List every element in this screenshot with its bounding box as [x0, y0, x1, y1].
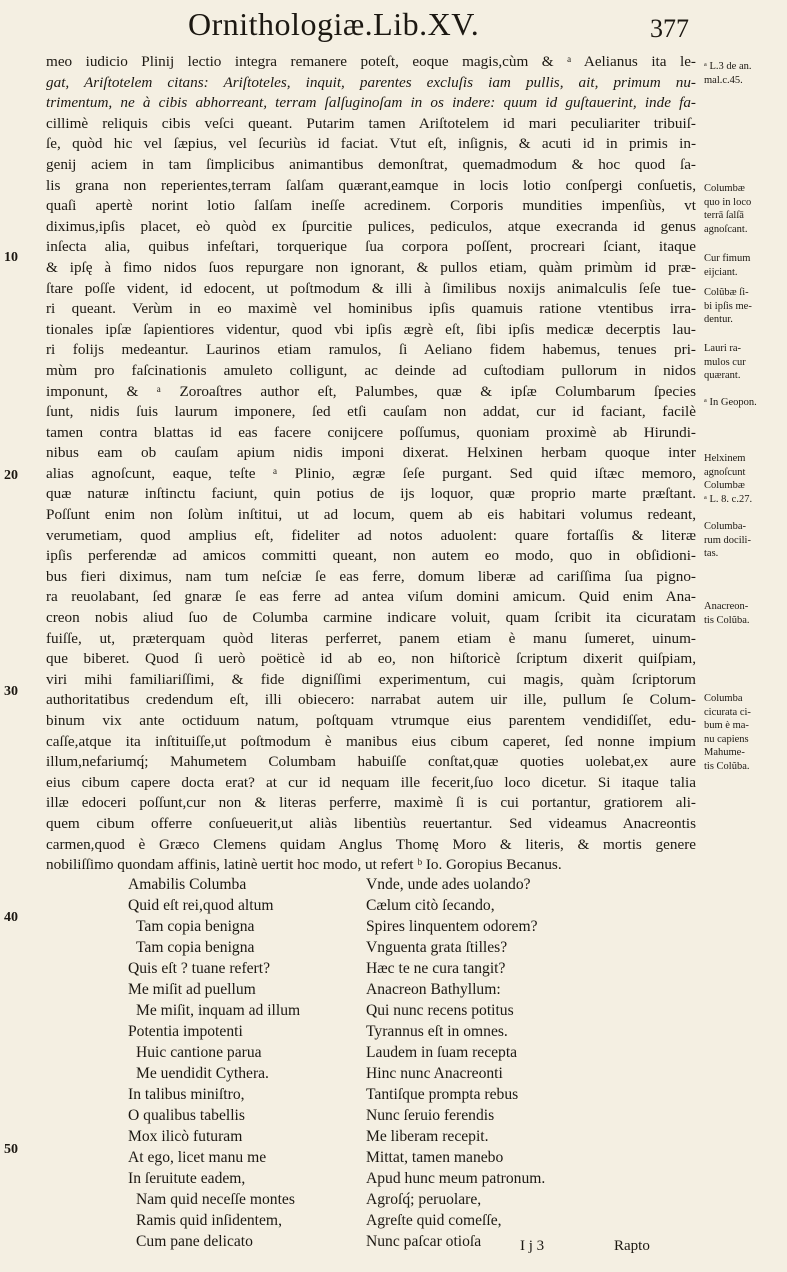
margin-note-line: Cur fimum: [704, 253, 751, 264]
text-line: ipſis perferendæ ad amicos committi queant, non autem eo modo, quo in obſidioni-: [46, 547, 696, 565]
verse-line: In ſeruitute eadem,: [128, 1170, 246, 1187]
margin-note: [704, 692, 751, 773]
line-number: 30: [4, 684, 18, 699]
margin-note: [704, 600, 750, 627]
text-line: inſecta alia, quibus infeſtari, torquerique ſua corpora poſſent, procreari ſciant, itaque: [46, 238, 696, 256]
margin-note-line: Mahume-: [704, 747, 745, 758]
margin-note-line: Columbæ: [704, 480, 745, 491]
page-number: 377: [650, 14, 689, 43]
verse-line: Nunc ſeruio ferendis: [366, 1107, 495, 1124]
margin-note-line: Columba: [704, 693, 743, 704]
text-line: quem cibum offerre conſueuerit,ut aliàs libentiùs reuertantur. Sed videamus Anacreontis: [46, 814, 696, 832]
text-line: quaſi apertè norint lotio ſalſam ineſſe acredinem. Corporis mundities impenſiùs, vt: [46, 197, 696, 215]
line-number: 10: [4, 250, 18, 265]
catchword: Rapto: [614, 1238, 650, 1254]
verse-line: Agreſte quid comeſſe,: [366, 1212, 502, 1229]
text-line: cillimè reliquis cibis veſci queant. Putarim tamen Ariſtotelem id mari peculiariter tribuiſ-: [46, 114, 696, 132]
margin-note-line: bi ipſis me-: [704, 300, 752, 312]
margin-note: [704, 252, 750, 279]
text-line: tamen contra blattas id eas facere conijcere poſſumus, quoniam proximè ab Hirundi-: [46, 423, 696, 441]
text-line: que biberet. Quod ſi uerò poëticè id ab eo, non hiſtoricè ſcriptum dixerit quiſpiam,: [46, 650, 696, 668]
text-line: alias agnoſcunt, eaque, teſte ᵃ Plinio, ægræ ſeſe purgant. Sed quid iſtæc memoro,: [46, 464, 696, 482]
text-line: carmen,quod è Græco Clemens quidam Anglus Thomę Moro & literis, & mortis genere: [46, 835, 696, 853]
verse-line: At ego, licet manu me: [128, 1149, 267, 1166]
verse-line: Tam copia benigna: [136, 939, 255, 956]
line-number: 20: [4, 468, 18, 483]
signature-mark: I j 3: [520, 1238, 545, 1254]
verse-line: Potentia impotenti: [128, 1023, 243, 1040]
margin-note-line: dentur.: [704, 314, 733, 325]
verse-line: Me liberam recepit.: [366, 1128, 489, 1145]
margin-note-line: quærant.: [704, 370, 741, 381]
verse-line: Tam copia benigna: [136, 918, 255, 935]
text-line: ſtare poſſe vident, id edocent, ut poſtmodum & illi à ſimilibus noxijs animalculis ſeſe tue-: [46, 279, 696, 297]
text-line: trimentum, ne à cibis abhorreant, terram ſalſuginoſam in os indere: quum id guſtauerint, inde fa-: [46, 94, 696, 112]
verse-line: Hæc te ne cura tangit?: [366, 960, 506, 977]
page-header: [0, 4, 787, 48]
body-text: [46, 52, 696, 876]
text-line: gat, Ariſtotelem citans: Ariſtoteles, inquit, parentes excluſis iam pullis, ait, primum nu-: [46, 73, 696, 91]
text-line: Poſſunt enim non ſolùm inſtitui, ut ad locum, quem ab eis habitari volumus redeant,: [46, 506, 696, 524]
text-line: ra reuolabant, ſed gnaræ ſe eas ferre ad antea viſum domini amicum. Quid enim Ana-: [46, 588, 696, 606]
verse-line: Huic cantione parua: [136, 1044, 262, 1061]
verse-line: Me uendidit Cythera.: [136, 1065, 269, 1082]
text-line: illum,nefariumq́; Mahumetem Columbam habuiſſe conſtat,quæ quoties uolebat,ex aure: [46, 753, 696, 771]
margin-note-line: tis Colũba.: [704, 614, 750, 626]
margin-note-line: agnoſcunt: [704, 466, 746, 478]
verse-line: O qualibus tabellis: [128, 1107, 245, 1124]
margin-note-line: terrā ſalſā: [704, 210, 744, 221]
text-line: genij aciem in tam ſimplicibus animantibus demonſtrat, quemadmodum & hoc quod ſa-: [46, 155, 696, 173]
text-line: binum vix ante octiduum natum, poſtquam vtrumque eius parentem vendidiſſet, edu-: [46, 712, 696, 729]
verse-line: Anacreon Bathyllum:: [366, 981, 501, 998]
text-line: illæ edoceri poſſunt,cur non & literas perferre, maximè ſi is cui portantur, gratiorem ali-: [46, 794, 696, 812]
margin-note-line: ᵃ L. 8. c.27.: [704, 493, 753, 505]
margin-note-line: bum è ma-: [704, 720, 749, 731]
verse-line: Tyrannus eſt in omnes.: [366, 1023, 508, 1040]
margin-note-line: tas.: [704, 548, 719, 559]
verse-line: Nunc paſcar otioſa: [366, 1233, 482, 1250]
verse-line: Amabilis Columba: [128, 876, 247, 893]
text-line: ri folijs medeantur. Laurinos etiam ramulos, ſi Aeliano fidem habemus, tenues pri-: [46, 341, 696, 359]
verse-line: Ramis quid inſidentem,: [136, 1212, 282, 1229]
margin-note-line: Lauri ra-: [704, 343, 742, 354]
text-line: eius cibum capere docta erat? at cur id nequam ille fecerit,ſuo loco dicetur. Si itaque talia: [46, 773, 696, 791]
margin-note-line: ᵃ L.3 de an.: [704, 61, 752, 72]
margin-note: [704, 396, 757, 410]
margin-note: [704, 286, 752, 327]
margin-note-line: ᵃ In Geopon.: [704, 397, 757, 408]
margin-note-line: cicurata ci-: [704, 706, 751, 718]
verse-line: Me miſit, inquam ad illum: [136, 1002, 301, 1019]
margin-note-line: agnoſcant.: [704, 223, 748, 235]
margin-note-line: nu capiens: [704, 733, 749, 745]
margin-note-line: rum docili-: [704, 534, 751, 546]
text-line: fuiſſe, ut, præterquam quòd literas perferret, panem etiam è manu ſumeret, uinum-: [46, 629, 696, 647]
margin-note: [704, 452, 752, 506]
verse-line: In talibus miniſtro,: [128, 1086, 245, 1103]
text-line: ſunt, nidis ſuis laurum imponere, ſed etſi cauſam non addat, cur id faciant, facilè: [46, 403, 696, 421]
verse-line: Agroſq́; peruolare,: [366, 1191, 482, 1208]
verse-line: Nam quid neceſſe montes: [136, 1191, 295, 1208]
text-line: ſe, quòd hic vel ſæpius, vel ſecuriùs id faciat. Vtut eſt, inſignis, & acuti id in primis in-: [46, 135, 696, 153]
text-line: & ipſę à fimo nidos ſuos repurgare non ignorant, & pullos etiam, quàm primùm id præ-: [46, 258, 696, 276]
margin-note-line: mal.c.45.: [704, 74, 743, 86]
verse-line: Cum pane delicato: [136, 1233, 253, 1250]
text-line: authoritatibus credendum eſt, illi obiecero: narrabat autem uir ille, pullum ſe Colum-: [46, 691, 696, 709]
verse-line: Vnguenta grata ſtilles?: [366, 939, 508, 956]
verse-line: Apud hunc meum patronum.: [366, 1170, 546, 1187]
margin-note-line: mulos cur: [704, 356, 746, 368]
margin-note: [704, 342, 746, 383]
margin-note-line: Columba-: [704, 521, 746, 532]
verse-line: Cælum citò ſecando,: [366, 897, 495, 914]
margin-note-line: quo in loco: [704, 196, 752, 208]
margin-note-line: Anacreon-: [704, 601, 749, 612]
text-line: diximus,ipſis placet, eò quòd ex ſpurcitie pulices, pediculos, atque execranda id genus: [46, 217, 696, 235]
line-number: 50: [4, 1142, 18, 1157]
verse-line: Me miſit ad puellum: [128, 981, 256, 998]
text-line: ri queant. Verùm in eo maximè vel hominibus ipſis quamuis ratione vtentibus irra-: [46, 300, 696, 318]
text-line: mùm pro faſcinationis amuleto colligunt, ac deinde ad cuſtodiam pullorum in nidos: [46, 361, 696, 379]
margin-note-line: Colũbæ ſi-: [704, 287, 749, 298]
text-line: bus fieri diximus, nam tum neſciæ ſe eas ferre, domum liberæ ad cariſſima ſua pigno-: [46, 567, 696, 585]
margin-note: [704, 182, 751, 236]
verse-line: Mittat, tamen manebo: [366, 1149, 504, 1166]
verse-line: Quid eſt rei,quod altum: [128, 897, 274, 914]
verse-line: Hinc nunc Anacreonti: [366, 1065, 503, 1082]
margin-note-line: Columbæ: [704, 183, 745, 194]
text-line: verumetiam, quod amplius eſt, fideliter ad notos aduolent: quare fortaſſis & literæ: [46, 526, 696, 544]
poem-right-column: [366, 874, 686, 1252]
text-line: viri mihi familiariſſimi, & fide digniſſimi experimentum, cui magis, quàm ſcriptorum: [46, 670, 696, 688]
verse-line: Quis eſt ? tuane refert?: [128, 960, 271, 977]
margin-note-line: eijciant.: [704, 266, 738, 278]
margin-note: [704, 520, 751, 561]
verse-line: Qui nunc recens potitus: [366, 1002, 514, 1019]
verse-line: Spires linquentem odorem?: [366, 918, 538, 935]
text-line: quæ naturæ inſtinctu faciunt, quin potius de ijs loquor, quæ proprio marte præſtant.: [46, 485, 696, 503]
text-line: creon nobis aliud ſuo de Columba carmine indicare voluit, quam ſcribit ita cicuratam: [46, 609, 696, 627]
text-line: nobiliſſimo quondam affinis, latinè uertit hoc modo, ut refert ᵇ Io. Goropius Becanus.: [46, 856, 562, 874]
text-line: tionales ipſæ ſapientiores videntur, quod vbi ipſis ægrè eſt, ſibi ipſis medicæ decerptis lau-: [46, 320, 696, 338]
text-line: meo iudicio Plinij lectio integra remanere poteſt, eoque magis,cùm & ᵃ Aelianus ita le-: [46, 53, 696, 70]
verse-line: Mox ilicò futuram: [128, 1128, 243, 1145]
page-footer: [0, 1238, 787, 1260]
text-line: nibus eam ob cauſam apium nidis imponi dixerat. Helxinen herbam quoque inter: [46, 444, 696, 462]
verse-line: Laudem in ſuam recepta: [366, 1044, 518, 1061]
verse-line: Tantiſque prompta rebus: [366, 1086, 519, 1103]
text-line: caſſe,atque ita inſtituiſſe,ut poſtmodum è manibus eius cibum caperet, ſed nonne impium: [46, 732, 696, 750]
margin-note-line: Helxinem: [704, 453, 746, 464]
text-line: imponunt, & ᵃ Zoroaſtres author eſt, Palumbes, quæ & ipſæ Columbarum ſpecies: [46, 382, 696, 400]
verse-line: Vnde, unde ades uolando?: [366, 876, 531, 893]
line-number: 40: [4, 910, 18, 925]
poem-left-column: [128, 874, 368, 1252]
margin-note-line: tis Colũba.: [704, 760, 750, 772]
text-line: lis grana non reperientes,terram ſalſam quærant,eamque in locis lotio conſpergi conſuetis,: [46, 176, 696, 194]
margin-note: [704, 60, 751, 87]
running-title: Ornithologiæ.Lib.XV.: [188, 6, 480, 42]
